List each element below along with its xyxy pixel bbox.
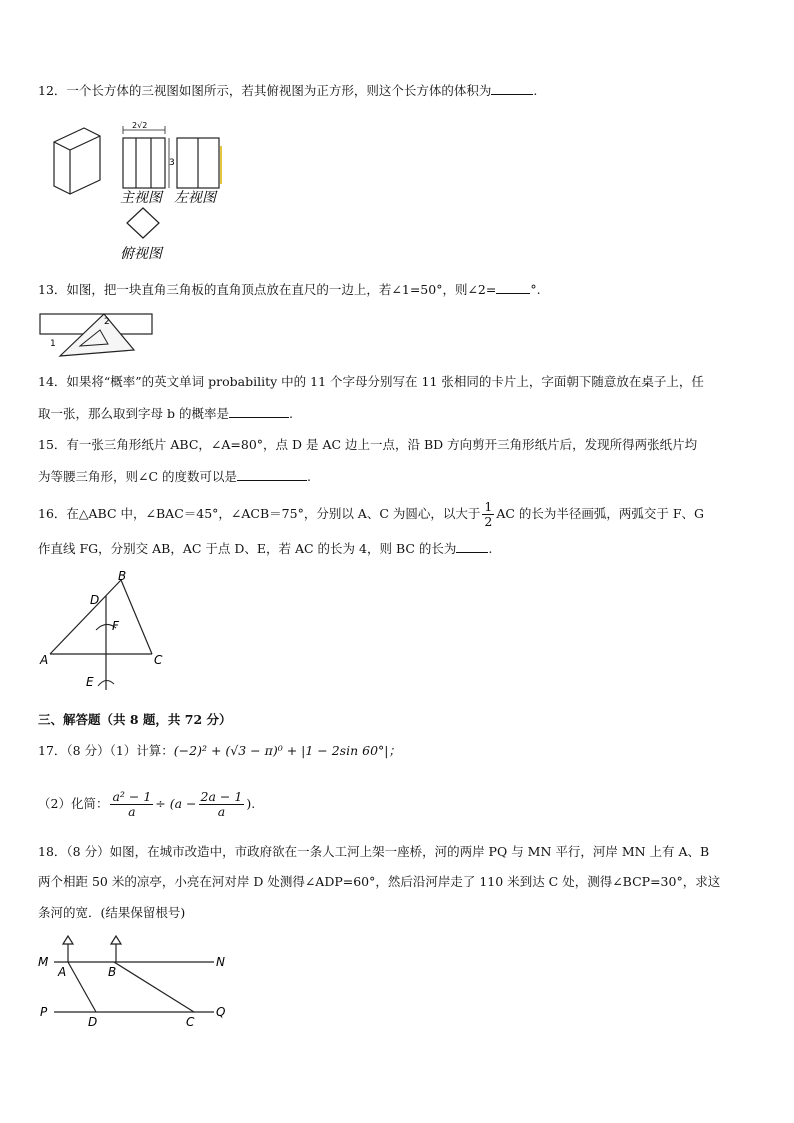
q18-line1: 18．（8 分）如图，在城市改造中，市政府欲在一条人工河上架一座桥，河的两岸 PQ 与 MN 平行，河岸 MN 上有 A、B [38, 844, 710, 859]
front-view [123, 126, 169, 188]
q15-answer-blank [237, 468, 307, 481]
q18-line3: 条河的宽．(结果保留根号) [38, 905, 186, 920]
q14-end: . [288, 406, 293, 421]
q16-answer-blank [456, 540, 488, 553]
q12-text [38, 82, 537, 100]
top-view [127, 208, 159, 238]
q13-answer-blank [496, 281, 530, 294]
label-N: N [216, 955, 225, 969]
label-Q: Q [216, 1005, 226, 1019]
q17-fraction-1 [110, 790, 153, 819]
q13-text [38, 281, 541, 299]
q18-river-figure [36, 932, 236, 1028]
q15-line1: 15．有一张三角形纸片 ABC，∠A=80°，点 D 是 AC 边上一点，沿 BD 方向剪开三角形纸片后，发现所得两张纸片均 [38, 437, 698, 452]
q12-three-views-figure [48, 116, 238, 266]
angle-2-label: 2 [104, 317, 110, 327]
frac2-num: 2a − 1 [200, 789, 243, 804]
q12-answer-blank [491, 82, 533, 95]
q14-line1: 14．如果将“概率”的英文单词 probability 中的 11 个字母分别写在 11 张相同的卡片上，字面朝下随意放在桌子上，任 [38, 374, 704, 389]
label-top-view: 俯视图 [120, 246, 162, 262]
label-A: A [58, 965, 67, 979]
cuboid-drawing [54, 128, 100, 194]
q18-line2: 两个相距 50 米的凉亭，小亮在河对岸 D 处测得∠ADP=60°，然后沿河岸走了 110 米到达 C 处，测得∠BCP=30°，求这 [38, 874, 721, 889]
q16-stem-a: 16．在△ABC 中，∠BAC＝45°，∠ACB＝75°，分别以 A、C 为圆心，以大于 [38, 506, 481, 521]
q17-part1-prefix: 17．（8 分）（1）计算： [38, 743, 174, 758]
label-B: B [118, 569, 127, 583]
q15-line2 [38, 468, 311, 486]
label-front-view: 主视图 [120, 190, 162, 206]
q12-end: . [533, 83, 538, 98]
q16-triangle-figure [36, 568, 176, 694]
q17-part2-prefix: （2）化简： [38, 796, 109, 811]
label-P: P [40, 1005, 48, 1019]
frac1-den: a [128, 804, 136, 819]
q17-close: ). [246, 796, 256, 811]
frac2-den: a [217, 804, 226, 819]
q16-end: . [488, 541, 493, 556]
left-view [177, 138, 219, 188]
section3-title: 三、解答题（共 8 题，共 72 分） [38, 712, 232, 727]
q17-part1 [38, 742, 401, 760]
label-F: F [112, 619, 119, 633]
q16-stem-end: 作直线 FG，分别交 AB，AC 于点 D、E，若 AC 的长为 4，则 BC 的长为 [38, 541, 457, 556]
q16-stem-b: AC 的长为半径画弧，两弧交于 F、G [496, 506, 705, 521]
q12-stem: 12．一个长方体的三视图如图所示，若其俯视图为正方形，则这个长方体的体积为 [38, 83, 492, 98]
set-square [60, 314, 134, 356]
label-A: A [40, 653, 49, 667]
q16-line1 [38, 500, 704, 529]
label-M: M [38, 955, 49, 969]
q17-part2 [38, 790, 255, 819]
label-B: B [108, 965, 117, 979]
label-left-view: 左视图 [174, 190, 216, 206]
frac-num: 1 [484, 499, 493, 514]
label-D: D [90, 593, 100, 607]
dim-side-label: 3 [169, 158, 175, 168]
label-C: C [154, 653, 163, 667]
q13-ruler-triangle-figure [38, 310, 158, 362]
q14-stem-end: 取一张，那么取到字母 b 的概率是 [38, 406, 229, 421]
q16-line2 [38, 540, 492, 558]
q13-stem: 13．如图，把一块直角三角板的直角顶点放在直尺的一边上，若∠1=50°，则∠2= [38, 282, 497, 297]
q16-fraction [482, 500, 494, 529]
dim-top-label: 2√2 [132, 121, 148, 130]
label-D: D [88, 1015, 98, 1028]
q13-end: °. [530, 282, 541, 297]
q15-stem-end: 为等腰三角形，则∠C 的度数可以是 [38, 469, 238, 484]
q17-part1-expression: (−2)² + (√3 − π)⁰ + |1 − 2sin 60°|； [173, 743, 401, 758]
q17-fraction-2 [199, 790, 245, 819]
q15-end: . [307, 469, 311, 484]
q17-divide: ÷ (a − [155, 796, 197, 811]
frac1-num: a² − 1 [112, 789, 152, 804]
label-C: C [186, 1015, 195, 1028]
frac-den: 2 [484, 514, 493, 529]
q14-answer-blank [229, 405, 289, 418]
label-E: E [86, 675, 94, 689]
angle-1-label: 1 [50, 339, 56, 349]
q14-line2 [38, 405, 293, 423]
